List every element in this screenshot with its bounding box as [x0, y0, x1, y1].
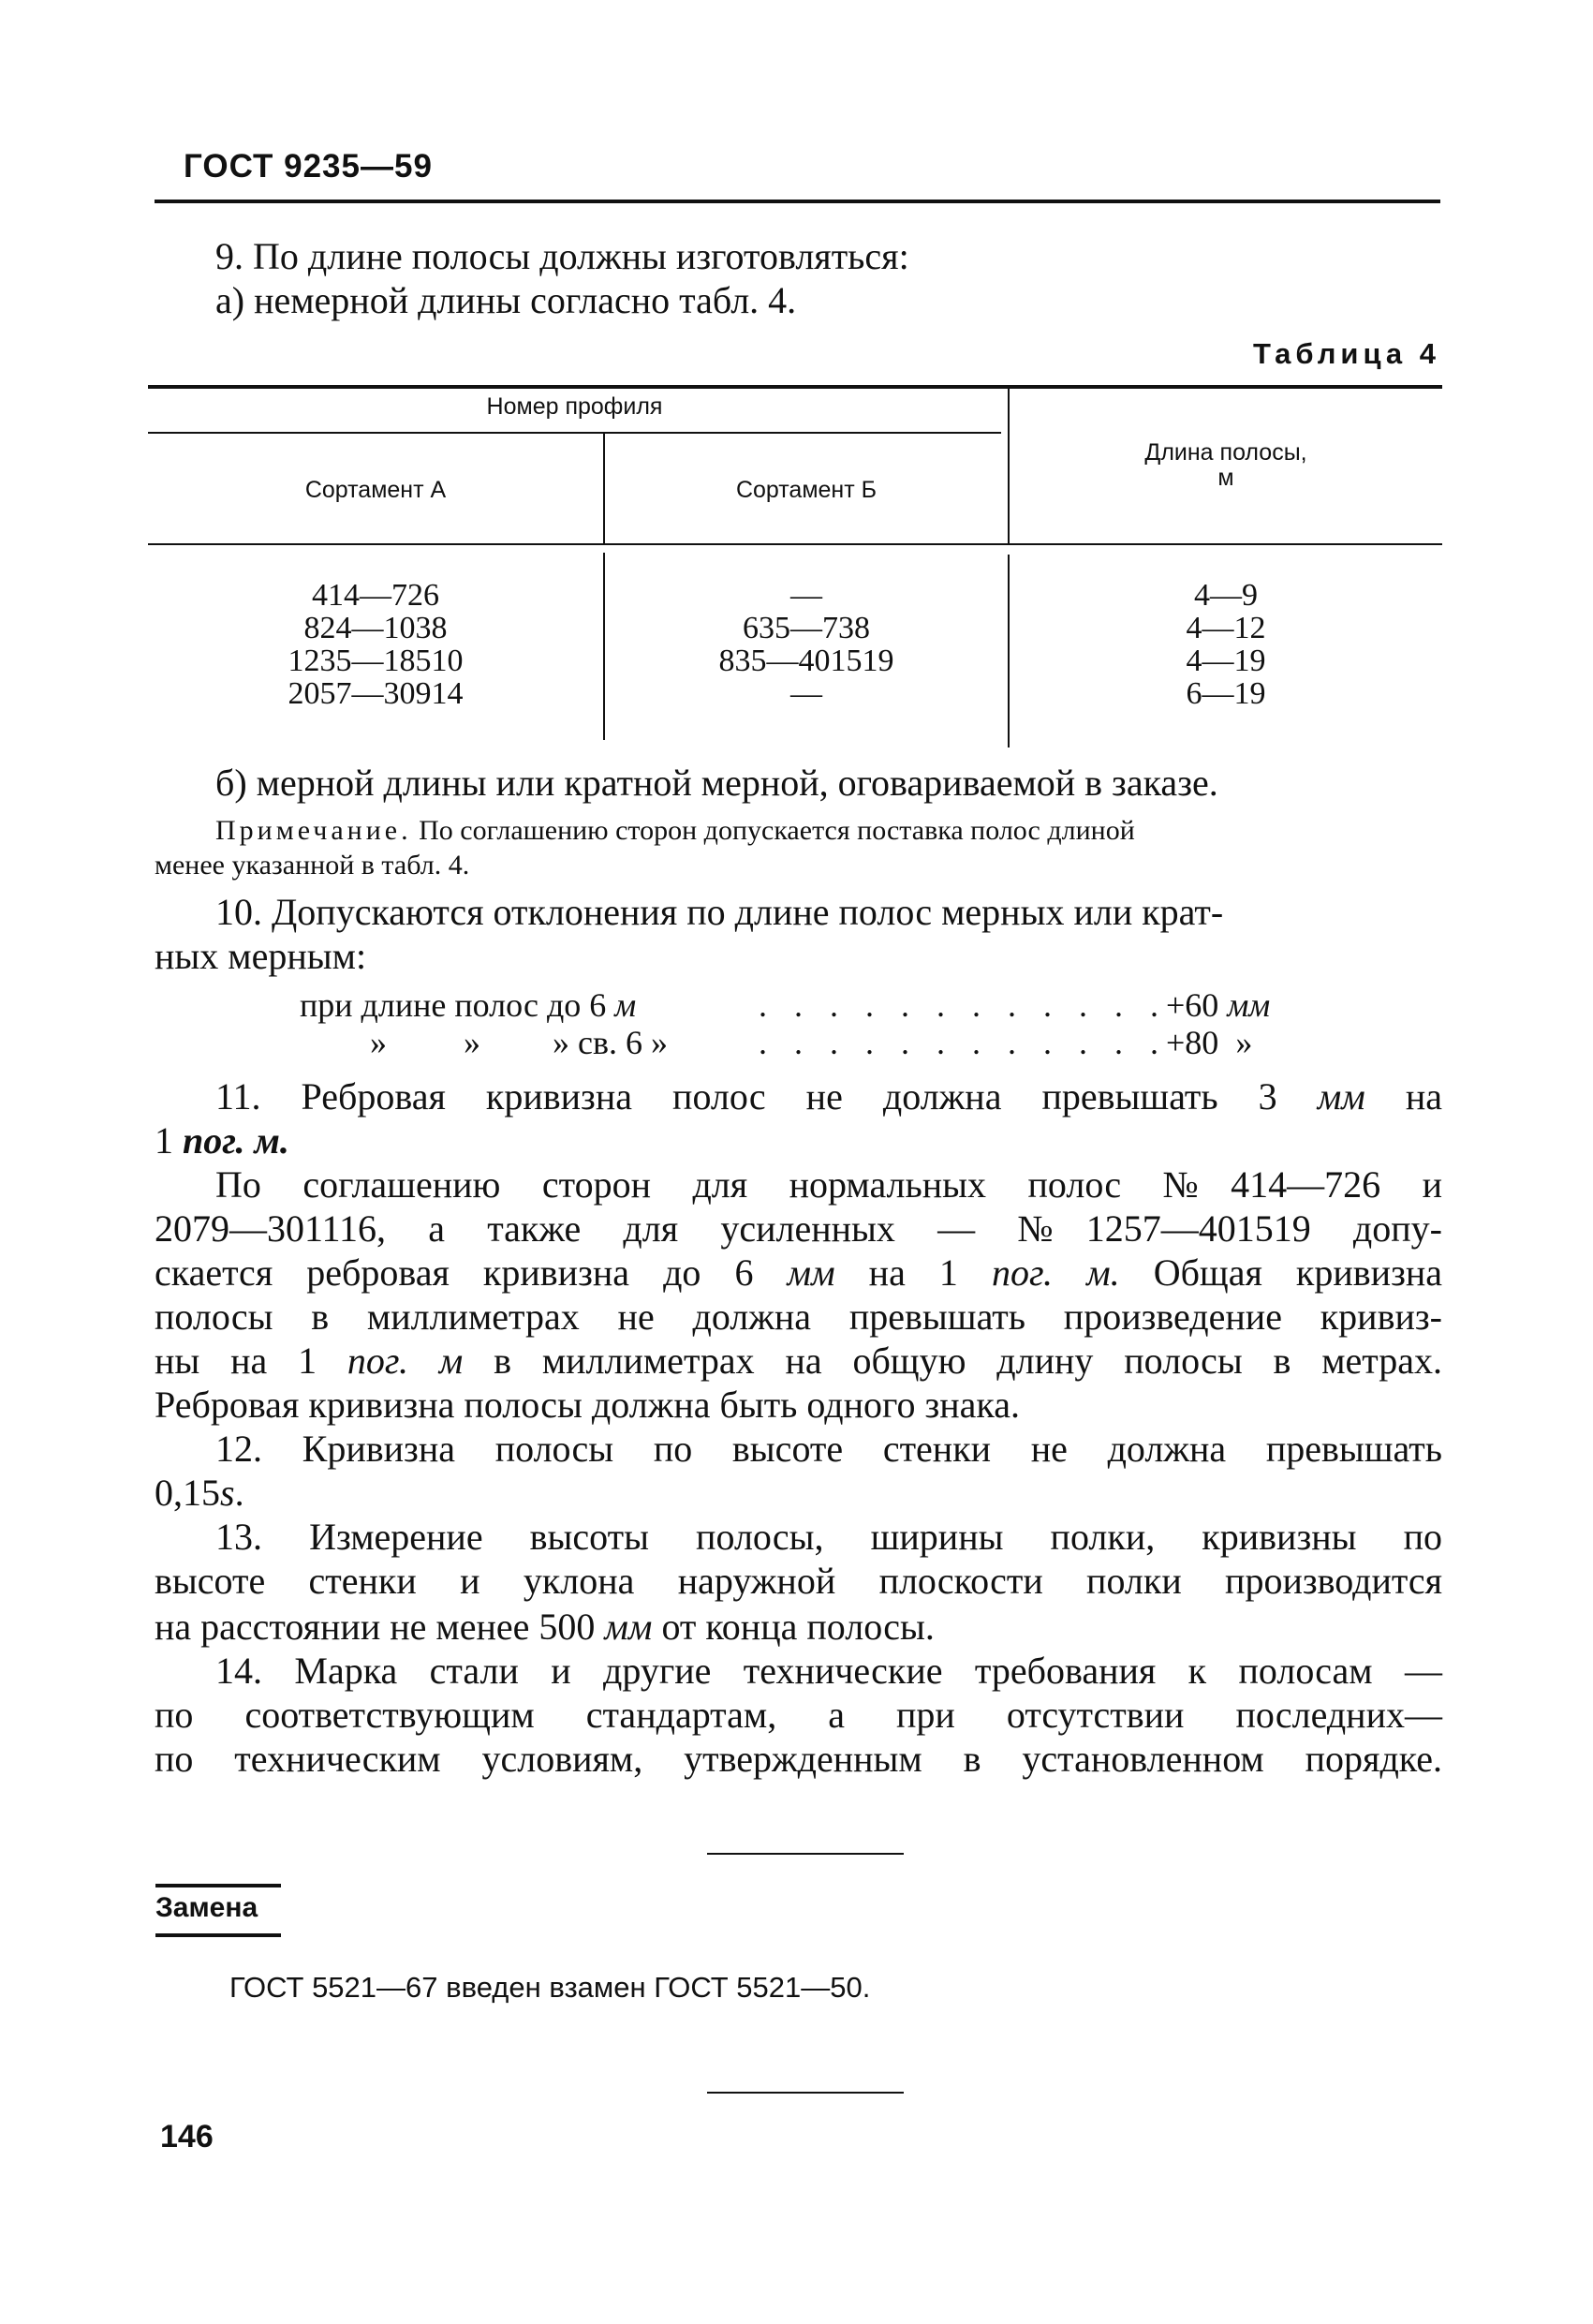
- leader-dots: . . . . . . . . . . . .: [759, 986, 1168, 1024]
- note-label: Примечание.: [215, 815, 412, 846]
- clause-11-para-2-line-4: полосы в миллиметрах не должна превышать произведение кривиз-: [155, 1295, 1442, 1338]
- clause-9-line-2: а) немерной длины согласно табл. 4.: [215, 279, 797, 321]
- leader-dots: . . . . . . . . . . . .: [759, 1024, 1168, 1061]
- table-cell: 4—9: [1194, 578, 1258, 613]
- zamena-rule-bottom: [155, 1933, 281, 1937]
- clause-14-line-1: 14. Марка стали и другие технические требования к полосам —: [215, 1650, 1442, 1692]
- clause-13-line-1: 13. Измерение высоты полосы, ширины полки, кривизны по: [215, 1516, 1442, 1558]
- clause-13-line-3: на расстоянии не менее 500 мм от конца полосы.: [155, 1606, 935, 1648]
- header-rule: [155, 200, 1440, 203]
- table-cell: 4—12: [1186, 611, 1266, 645]
- zamena-rule-top: [155, 1884, 281, 1887]
- deviation-row-1: [300, 985, 636, 1025]
- clause-14-line-3: по техническим условиям, утвержденным в установленном порядке.: [155, 1738, 1442, 1780]
- table-col-a-header: Сортамент А: [304, 477, 447, 503]
- clause-12-line-2: 0,15s.: [155, 1472, 244, 1514]
- table-cell: 824—1038: [303, 611, 448, 645]
- table-col-length-unit: м: [1217, 465, 1234, 491]
- clause-11-para-2-line-3: скается ребровая кривизна до 6 мм на 1 пог. м. Общая кривизна: [155, 1251, 1443, 1294]
- ditto-mark: »: [464, 1024, 480, 1061]
- table-cell: 414—726: [312, 578, 439, 613]
- deviation-row-2: » св. 6 »: [553, 1024, 668, 1061]
- table-cell: —: [790, 578, 822, 613]
- table-cell: 6—19: [1186, 676, 1266, 711]
- ditto-mark: »: [370, 1024, 387, 1061]
- table-subhead-rule: [148, 432, 1001, 434]
- table-cell: —: [790, 676, 822, 711]
- clause-13-line-2: высоте стенки и уклона наружной плоскости полки производится: [155, 1560, 1442, 1602]
- clause-11-para-2-line-6: Ребровая кривизна полосы должна быть одного знака.: [155, 1384, 1020, 1426]
- table-cell: 835—401519: [718, 644, 894, 678]
- table-top-rule: [148, 385, 1442, 389]
- clause-11-para-2-line-1: По соглашению сторон для нормальных полос №414—726 и: [215, 1163, 1442, 1206]
- clause-11-para-2-line-2: 2079—301116, а также для усиленных — №1257—401519 допу-: [155, 1207, 1442, 1250]
- clause-11-line-1: 11. Ребровая кривизна полос не должна превышать 3 мм на: [215, 1075, 1443, 1118]
- clause-10-line-1: 10. Допускаются отклонения по длине полос мерных или крат-: [215, 891, 1224, 933]
- clause-10-line-2: ных мерным:: [155, 935, 367, 977]
- clause-11-line-2: 1 пог. м.: [155, 1119, 289, 1162]
- deviation-unit-1: м: [614, 986, 637, 1024]
- table-col-b-header: Сортамент Б: [735, 477, 878, 503]
- table-cell: 2057—30914: [288, 676, 464, 711]
- clause-14-line-2: по соответствующим стандартам, а при отсутствии последних—: [155, 1694, 1442, 1736]
- clause-9b: б) мерной длины или кратной мерной, оговариваемой в заказе.: [215, 762, 1218, 804]
- section-divider-2: [707, 2092, 904, 2094]
- zamena-heading: Замена: [155, 1892, 258, 1923]
- table-head-group: Номер профиля: [486, 393, 663, 420]
- table-caption: Таблица 4: [1252, 337, 1440, 370]
- deviation-value-1: +60 мм: [1166, 986, 1271, 1024]
- deviation-value-2: +80 »: [1166, 1024, 1253, 1061]
- note-line-2: менее указанной в табл. 4.: [155, 850, 470, 881]
- table-cell: 635—738: [743, 611, 870, 645]
- note-text-1: По соглашению сторон допускается поставка полос длиной: [419, 815, 1135, 846]
- clause-9-line-1: 9. По длине полосы должны изготовляться:: [215, 235, 909, 277]
- table-col-length-header: Длина полосы,: [1144, 439, 1307, 466]
- table-cell: 1235—18510: [288, 644, 464, 678]
- note-line-1: [215, 813, 1442, 848]
- clause-11-para-2-line-5: ны на 1 пог. м в миллиметрах на общую длину полосы в метрах.: [155, 1340, 1442, 1382]
- replacement-note: ГОСТ 5521—67 введен взамен ГОСТ 5521—50.: [229, 1971, 871, 2004]
- clause-12-line-1: 12. Кривизна полосы по высоте стенки не должна превышать: [215, 1428, 1442, 1470]
- table-head-bottom-rule: [148, 543, 1442, 545]
- page-number: 146: [160, 2119, 214, 2154]
- deviation-label-1: при длине полос до 6: [300, 986, 607, 1024]
- document-header: ГОСТ 9235—59: [184, 148, 433, 185]
- table-cell: 4—19: [1186, 644, 1266, 678]
- section-divider-1: [707, 1853, 904, 1855]
